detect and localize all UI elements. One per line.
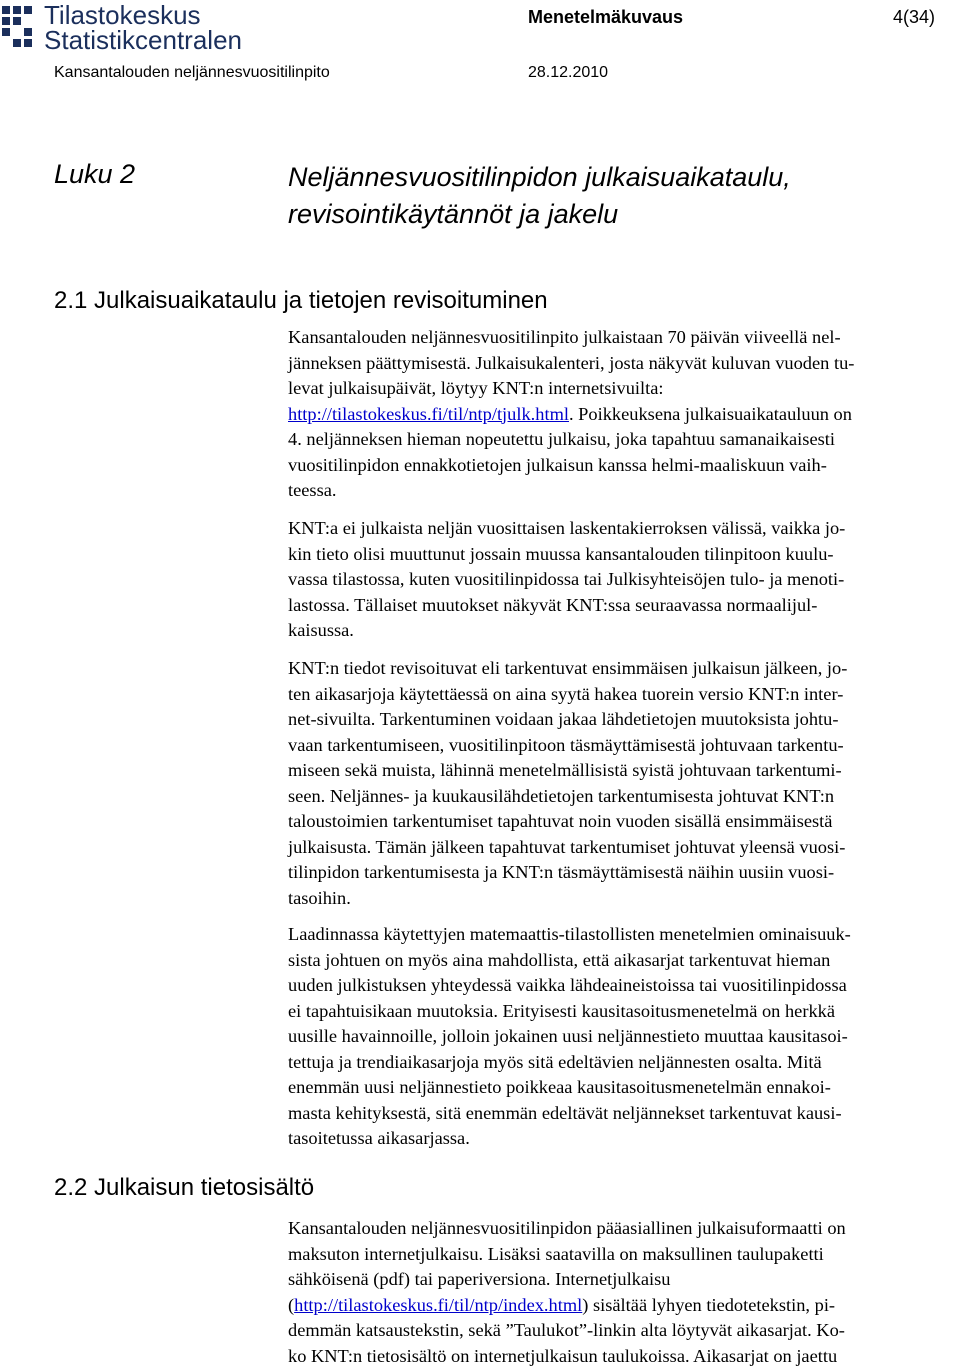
text-line: jänneksen päättymisestä. Julkaisukalenteri, josta näkyvät kuluvan vuoden tu- — [288, 351, 956, 377]
document-subtitle: Kansantalouden neljännesvuositilinpito — [54, 64, 330, 82]
text-line: miseen sekä muista, lähinnä menetelmällisistä syistä johtuvaan tarkentumi- — [288, 758, 956, 784]
text-segment: . Poikkeuksena julkaisuaikatauluun on — [569, 404, 852, 424]
text-line: Laadinnassa käytettyjen matemaattis-tilastollisten menetelmien ominaisuuk- — [288, 922, 956, 948]
document-date: 28.12.2010 — [528, 64, 608, 82]
paragraph-no-interim-release — [288, 516, 956, 644]
text-line: uusille havainnoille, jolloin jokainen uusi neljännestieto muuttaa kausitasoi- — [288, 1024, 956, 1050]
logo-text-line1: Tilastokeskus — [44, 0, 201, 31]
text-line: teessa. — [288, 478, 956, 504]
text-line — [288, 1293, 956, 1319]
text-segment: ) sisältää lyhyen tiedotetekstin, pi- — [582, 1295, 835, 1315]
text-line: maksuton internetjulkaisu. Lisäksi saatavilla on maksullinen taulupaketti — [288, 1242, 956, 1268]
text-line: tasoitetussa aikasarjassa. — [288, 1126, 956, 1152]
logo-text-line2: Statistikcentralen — [44, 25, 242, 56]
text-line: 4. neljänneksen hieman nopeutettu julkaisu, joka tapahtuu samanaikaisesti — [288, 427, 956, 453]
text-line: levat julkaisupäivät, löytyy KNT:n internetsivuilta: — [288, 376, 956, 402]
text-line: julkaisusta. Tämän jälkeen tapahtuvat tarkentumiset johtuvat yleensä vuosi- — [288, 835, 956, 861]
paragraph-publication-content — [288, 1216, 956, 1369]
paragraph-revisions — [288, 656, 956, 911]
text-line: ten aikasarjoja käytettäessä on aina syytä hakea tuorein versio KNT:n inter- — [288, 682, 956, 708]
section-heading-2-1: 2.1 Julkaisuaikataulu ja tietojen revisoituminen — [54, 287, 548, 315]
text-line: taloustoimien tarkentumiset tapahtuvat noin vuoden sisällä ensimmäisestä — [288, 809, 956, 835]
statistics-finland-logo-icon — [0, 4, 40, 52]
text-segment: ( — [288, 1295, 294, 1315]
text-line: vassa tilastossa, kuten vuositilinpidossa tai Julkisyhteisöjen tulo- ja menoti- — [288, 567, 956, 593]
release-calendar-link[interactable]: http://tilastokeskus.fi/til/ntp/tjulk.html — [288, 404, 569, 424]
text-line: tilinpidon tarkentumisesta ja KNT:n täsmäyttämisestä näihin uusiin vuosi- — [288, 860, 956, 886]
page-number: 4(34) — [893, 7, 935, 28]
text-line: lastossa. Tällaiset muutokset näkyvät KNT:ssa seuraavassa normaalijul- — [288, 593, 956, 619]
text-line: Kansantalouden neljännesvuositilinpito julkaistaan 70 päivän viiveellä nel- — [288, 325, 956, 351]
text-line: seen. Neljännes- ja kuukausilähdetietojen tarkentumisesta johtuvat KNT:n — [288, 784, 956, 810]
text-line: ei tapahtuisikaan muutoksia. Erityisesti kausitasoitusmenetelmä on herkkä — [288, 999, 956, 1025]
internet-publication-link[interactable]: http://tilastokeskus.fi/til/ntp/index.html — [294, 1295, 582, 1315]
text-line: tasoihin. — [288, 886, 956, 912]
chapter-title-line: Neljännesvuositilinpidon julkaisuaikataulu, — [288, 159, 791, 196]
chapter-title-line: revisointikäytännöt ja jakelu — [288, 196, 791, 233]
text-line: Kansantalouden neljännesvuositilinpidon pääasiallinen julkaisuformaatti on — [288, 1216, 956, 1242]
logo — [0, 0, 250, 56]
text-line: KNT:n tiedot revisoituvat eli tarkentuvat ensimmäisen julkaisun jälkeen, jo- — [288, 656, 956, 682]
section-heading-2-2: 2.2 Julkaisun tietosisältö — [54, 1174, 314, 1202]
paragraph-publication-schedule — [288, 325, 956, 504]
text-line: vaan tarkentumiseen, vuositilinpitoon täsmäyttämisestä johtuvaan tarkentu- — [288, 733, 956, 759]
text-line: enemmän uusi neljännestieto poikkeaa kausitasoitusmenetelmän ennakoi- — [288, 1075, 956, 1101]
text-line: uuden julkistuksen yhteydessä vaikka lähdeaineistoissa tai vuositilinpidossa — [288, 973, 956, 999]
text-line: sista johtuen on myös aina mahdollista, että aikasarjat tarkentuvat hieman — [288, 948, 956, 974]
text-line: demmän katsaustekstin, sekä ”Taulukot”-linkin alta löytyvät aikasarjat. Ko- — [288, 1318, 956, 1344]
text-line: ko KNT:n tietosisältö on internetjulkaisun taulukoissa. Aikasarjat on jaettu — [288, 1344, 956, 1369]
text-line: kin tieto olisi muuttunut jossain muussa kansantalouden tilinpitoon kuulu- — [288, 542, 956, 568]
text-line: KNT:a ei julkaista neljän vuosittaisen laskentakierroksen välissä, vaikka jo- — [288, 516, 956, 542]
chapter-title — [288, 159, 791, 233]
text-line: tettuja ja trendiaikasarjoja myös sitä edeltävien neljännesten osalta. Mitä — [288, 1050, 956, 1076]
text-line: vuositilinpidon ennakkotietojen julkaisun kanssa helmi-maaliskuun vaih- — [288, 453, 956, 479]
text-line — [288, 402, 956, 428]
document-type-title: Menetelmäkuvaus — [528, 7, 683, 28]
text-line: sähköisenä (pdf) tai paperiversiona. Internetjulkaisu — [288, 1267, 956, 1293]
text-line: net-sivuilta. Tarkentuminen voidaan jakaa lähdetietojen muutoksista johtu- — [288, 707, 956, 733]
chapter-label: Luku 2 — [54, 159, 135, 190]
text-line: kaisussa. — [288, 618, 956, 644]
paragraph-seasonal-adjustment — [288, 922, 956, 1152]
text-line: masta kehityksestä, sitä enemmän edeltävät neljännekset tarkentuvat kausi- — [288, 1101, 956, 1127]
